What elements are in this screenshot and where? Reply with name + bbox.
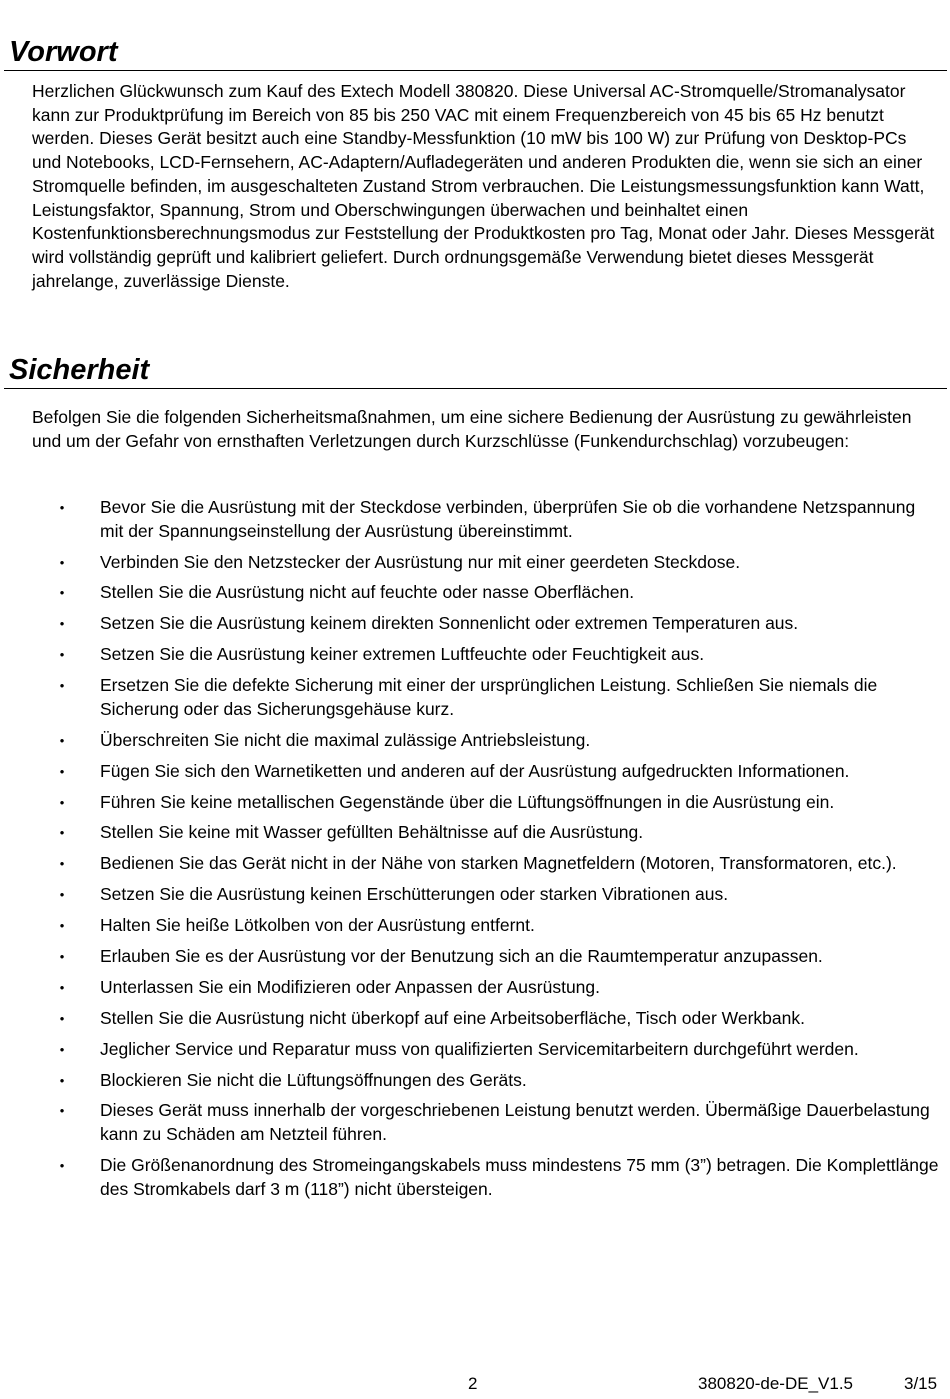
section-title-sicherheit: Sicherheit	[9, 354, 150, 386]
list-item	[0, 883, 950, 907]
bullet-icon: •	[59, 1103, 65, 1119]
page-of-total: 3/15	[904, 1374, 938, 1393]
bullet-text: Fügen Sie sich den Warnetiketten und anderen auf der Ausrüstung aufgedruckten Informationen.	[100, 760, 850, 781]
bullet-icon: •	[59, 1158, 65, 1174]
list-item	[0, 1099, 950, 1146]
list-item	[0, 821, 950, 845]
bullet-icon: •	[59, 763, 65, 779]
bullet-text: Bevor Sie die Ausrüstung mit der Steckdose verbinden, überprüfen Sie ob die vorhandene Netzspannung mit der Spannungseinstellung der Ausrüstung übereinstimmt.	[100, 497, 916, 541]
bullet-icon: •	[59, 794, 65, 810]
bullet-text: Stellen Sie die Ausrüstung nicht auf feuchte oder nasse Oberflächen.	[100, 582, 635, 603]
bullet-icon: •	[59, 979, 65, 995]
bullet-text: Setzen Sie die Ausrüstung keiner extremen Luftfeuchte oder Feuchtigkeit aus.	[100, 644, 705, 665]
list-item	[0, 945, 950, 969]
list-item	[0, 643, 950, 667]
list-item	[0, 612, 950, 636]
list-item	[0, 1038, 950, 1062]
section-title-vorwort: Vorwort	[9, 36, 118, 68]
bullet-icon: •	[59, 856, 65, 872]
list-item	[0, 729, 950, 753]
list-item	[0, 1069, 950, 1093]
bullet-icon: •	[59, 500, 65, 515]
bullet-icon: •	[59, 554, 65, 570]
bullet-text: Erlauben Sie es der Ausrüstung vor der Benutzung sich an die Raumtemperatur anzupassen.	[100, 945, 823, 966]
bullet-text: Jeglicher Service und Reparatur muss von qualifizierten Servicemitarbeitern durchgeführt werden.	[100, 1038, 859, 1059]
bullet-text: Setzen Sie die Ausrüstung keinen Erschütterungen oder starken Vibrationen aus.	[100, 884, 729, 905]
section-divider	[4, 70, 947, 71]
list-item	[0, 852, 950, 876]
bullet-icon: •	[59, 647, 65, 663]
list-item	[0, 791, 950, 815]
list-item	[0, 976, 950, 1000]
bullet-icon: •	[59, 678, 65, 694]
bullet-text: Überschreiten Sie nicht die maximal zulässige Antriebsleistung.	[100, 729, 591, 750]
list-item	[0, 1007, 950, 1031]
document-id: 380820-de-DE_V1.5	[698, 1374, 854, 1393]
bullet-text: Halten Sie heiße Lötkolben von der Ausrüstung entfernt.	[100, 915, 535, 936]
bullet-text: Setzen Sie die Ausrüstung keinem direkten Sonnenlicht oder extremen Temperaturen aus.	[100, 613, 799, 634]
bullet-text: Ersetzen Sie die defekte Sicherung mit einer der ursprünglichen Leistung. Schließen Sie niemals die Sicherung oder das Sicherungsgehäuse kurz.	[100, 675, 878, 719]
bullet-icon: •	[59, 918, 65, 934]
bullet-icon: •	[59, 616, 65, 632]
list-item	[0, 914, 950, 938]
bullet-text: Blockieren Sie nicht die Lüftungsöffnungen des Geräts.	[100, 1069, 527, 1090]
bullet-icon: •	[59, 825, 65, 841]
page-number: 2	[468, 1374, 478, 1393]
section-divider	[4, 388, 947, 389]
bullet-icon: •	[59, 1041, 65, 1057]
bullet-text: Dieses Gerät muss innerhalb der vorgeschriebenen Leistung benutzt werden. Übermäßige Dauerbelastung kann zu Schäden am Netzteil führen.	[100, 1100, 930, 1145]
bullet-icon: •	[59, 887, 65, 903]
bullet-icon: •	[59, 732, 65, 748]
list-item	[0, 760, 950, 784]
sicherheit-intro-paragraph: Befolgen Sie die folgenden Sicherheitsmaßnahmen, um eine sichere Bedienung der Ausrüstung zu gewährleisten und um der Gefahr von ernsthaften Verletzungen durch Kurzschlüsse (Funkendurchschlag) vorzubeugen:	[32, 407, 912, 451]
vorwort-paragraph: Herzlichen Glückwunsch zum Kauf des Extech Modell 380820. Diese Universal AC-Stromquelle/Stromanalysator kann zur Produktprüfung im Bereich von 85 bis 250 VAC mit einem Frequenzbereich von 45 bis 65 Hz benutzt werden. Dieses Gerät besitzt auch eine Standby-Messfunktion (10 mW bis 100 W) zur Prüfung von Desktop-PCs und Notebooks, LCD-Fernsehern, AC-Adaptern/Aufladegeräten und anderen Produkten die, wenn sie sich an einer Stromquelle befinden, im ausgeschalteten Zustand Strom verbrauchen. Die Leistungsmessungsfunktion kann Watt, Leistungsfaktor, Spannung, Strom und Oberschwingungen überwachen und beinhaltet einen Kostenfunktionsberechnungsmodus zur Feststellung der Produktkosten pro Tag, Monat oder Jahr. Dieses Messgerät wird vollständig geprüft und kalibriert geliefert. Durch ordnungsgemäße Verwendung bietet dieses Messgerät jahrelange, zuverlässige Dienste.	[32, 81, 935, 291]
list-item	[0, 1154, 950, 1201]
bullet-text: Stellen Sie die Ausrüstung nicht überkopf auf eine Arbeitsoberfläche, Tisch oder Werkbank.	[100, 1007, 805, 1028]
bullet-icon: •	[59, 585, 65, 601]
bullet-icon: •	[59, 1010, 65, 1026]
bullet-icon: •	[59, 948, 65, 964]
bullet-text: Bedienen Sie das Gerät nicht in der Nähe von starken Magnetfeldern (Motoren, Transformatoren, etc.).	[100, 853, 897, 874]
list-item	[0, 551, 950, 575]
bullet-text: Die Größenanordnung des Stromeingangskabels muss mindestens 75 mm (3”) betragen. Die Komplettlänge des Stromkabels darf 3 m (118”) nicht übersteigen.	[100, 1155, 939, 1199]
bullet-text: Verbinden Sie den Netzstecker der Ausrüstung nur mit einer geerdeten Steckdose.	[100, 551, 741, 572]
safety-bullet-list	[0, 496, 950, 1209]
list-item	[0, 581, 950, 605]
bullet-text: Stellen Sie keine mit Wasser gefüllten Behältnisse auf die Ausrüstung.	[100, 822, 644, 843]
bullet-icon: •	[59, 1072, 65, 1088]
list-item	[0, 496, 950, 543]
bullet-text: Unterlassen Sie ein Modifizieren oder Anpassen der Ausrüstung.	[100, 976, 601, 997]
bullet-text: Führen Sie keine metallischen Gegenstände über die Lüftungsöffnungen in die Ausrüstung ein.	[100, 791, 835, 812]
list-item	[0, 674, 950, 721]
